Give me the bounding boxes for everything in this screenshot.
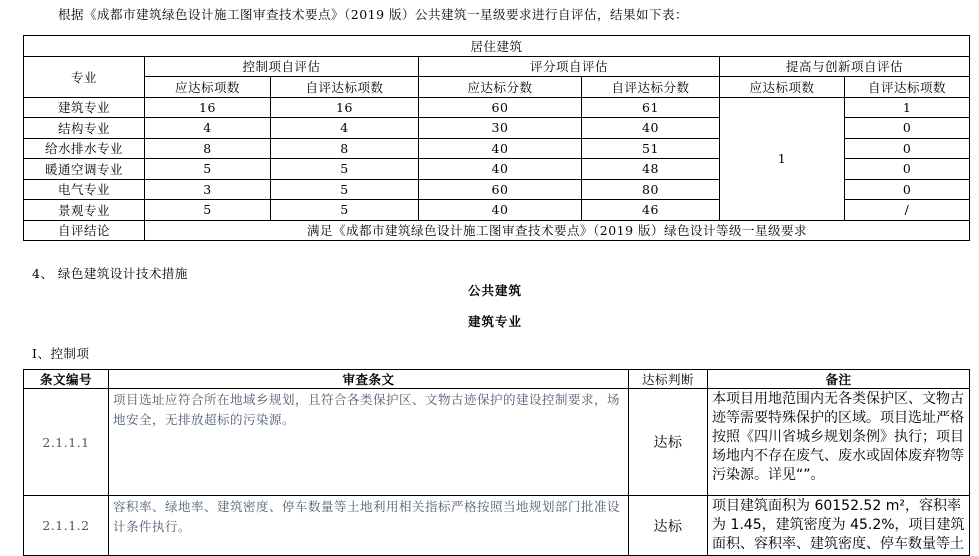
group-control-header: 控制项自评估	[145, 56, 419, 77]
cell: 8	[145, 138, 271, 159]
table-row	[24, 97, 970, 118]
conclusion-text: 满足《成都市建筑绿色设计施工图审查技术要点》（2019 版）绿色设计等级一星级要求	[145, 220, 970, 241]
header-clause: 审查条文	[109, 370, 629, 389]
cell: /	[845, 200, 970, 221]
table-row	[24, 389, 970, 496]
cell: 60	[419, 97, 582, 118]
cell: 60	[419, 179, 582, 200]
detail-table	[23, 369, 970, 556]
section-4-heading: 4、 绿色建筑设计技术措施	[32, 266, 188, 281]
cell: 48	[582, 159, 720, 180]
cell: 0	[845, 159, 970, 180]
sub-header: 应达标分数	[419, 77, 582, 98]
summary-table	[23, 35, 970, 241]
table-row	[24, 496, 970, 556]
cell: 16	[271, 97, 419, 118]
summary-table-title: 居住建筑	[24, 36, 970, 57]
clause-text: 容积率、绿地率、建筑密度、停车数量等土地利用相关指标严格按照当地规划部门批准设计条件执行。	[109, 496, 629, 556]
cell: 4	[145, 118, 271, 139]
judge-result: 达标	[629, 389, 708, 496]
cell: 61	[582, 97, 720, 118]
sub-header: 应达标项数	[145, 77, 271, 98]
note-text: 项目建筑面积为 60152.52 m²，容积率为 1.45，建筑密度为 45.2%，项目建筑面积、容积率、建筑密度、停车数量等土	[708, 496, 970, 556]
cell: 3	[145, 179, 271, 200]
header-note: 备注	[708, 370, 970, 389]
cell: 40	[419, 159, 582, 180]
note-text: 本项目用地范围内无各类保护区、文物古迹等需要特殊保护的区域。项目选址严格按照《四川省城乡规划条例》执行；项目场地内不存在废气、废水或固体废弃物等污染源。详见“”。	[708, 389, 970, 496]
sub-header: 自评达标项数	[845, 77, 970, 98]
cell: 80	[582, 179, 720, 200]
clause-text: 项目选址应符合所在地域乡规划，且符合各类保护区、文物古迹保护的建设控制要求，场地安全，无排放超标的污染源。	[109, 389, 629, 496]
sub-header: 应达标项数	[720, 77, 845, 98]
group-score-header: 评分项自评估	[419, 56, 720, 77]
cell: 5	[271, 159, 419, 180]
cell: 40	[419, 138, 582, 159]
cell: 5	[271, 200, 419, 221]
cell-major: 电气专业	[24, 179, 145, 200]
cell-major: 暖通空调专业	[24, 159, 145, 180]
cell: 40	[419, 200, 582, 221]
cell: 4	[271, 118, 419, 139]
clause-id: 2.1.1.2	[24, 496, 109, 556]
cell-major: 建筑专业	[24, 97, 145, 118]
cell: 0	[845, 118, 970, 139]
cell-major: 给水排水专业	[24, 138, 145, 159]
conclusion-label: 自评结论	[24, 220, 145, 241]
clause-id: 2.1.1.1	[24, 389, 109, 496]
cell: 51	[582, 138, 720, 159]
col-major-header: 专业	[24, 56, 145, 97]
cell: 46	[582, 200, 720, 221]
sub-header: 自评达标分数	[582, 77, 720, 98]
control-items-heading: Ⅰ、控制项	[32, 346, 90, 361]
cell: 30	[419, 118, 582, 139]
cell-innov-required: 1	[720, 97, 845, 220]
judge-result: 达标	[629, 496, 708, 556]
header-judge: 达标判断	[629, 370, 708, 389]
cell: 0	[845, 138, 970, 159]
cell: 1	[845, 97, 970, 118]
cell: 16	[145, 97, 271, 118]
cell: 5	[145, 159, 271, 180]
header-clause-id: 条文编号	[24, 370, 109, 389]
intro-text: 根据《成都市建筑绿色设计施工图审查技术要点》（2019 版）公共建筑一星级要求进行自评估，结果如下表：	[58, 7, 689, 22]
cell-major: 景观专业	[24, 200, 145, 221]
sub-header: 自评达标项数	[271, 77, 419, 98]
heading-public-building: 公共建筑	[468, 283, 523, 298]
cell: 5	[271, 179, 419, 200]
cell: 5	[145, 200, 271, 221]
cell: 0	[845, 179, 970, 200]
cell: 8	[271, 138, 419, 159]
group-innov-header: 提高与创新项自评估	[720, 56, 970, 77]
cell-major: 结构专业	[24, 118, 145, 139]
cell: 40	[582, 118, 720, 139]
heading-architecture: 建筑专业	[468, 314, 523, 329]
